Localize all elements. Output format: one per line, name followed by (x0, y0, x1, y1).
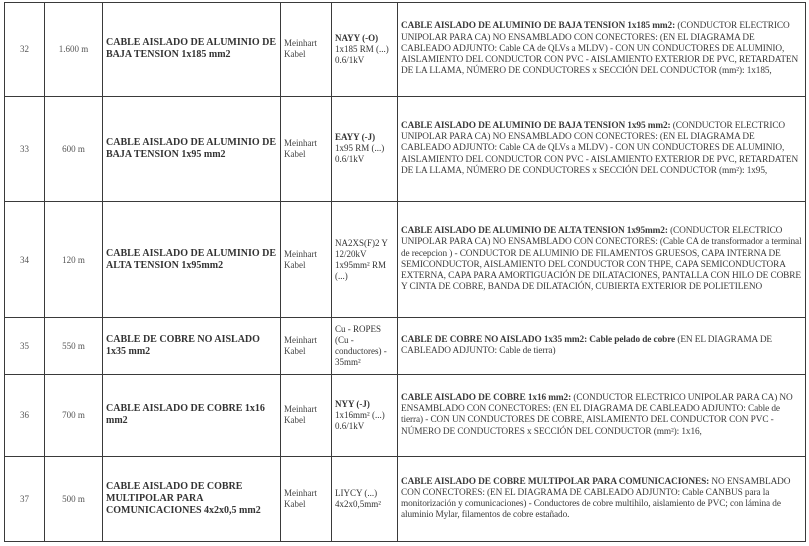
item-name: CABLE AISLADO DE ALUMINIO DE BAJA TENSION 1x185 mm2 (103, 3, 281, 97)
description-body: NO ENSAMBLADO CON CONECTORES: (EN EL DIAGRAMA DE CABLEADO ADJUNTO: Cable CANBUS para la monitorización y comunicaciones) - Conductores de cobre multihilo, aislamiento de PVC; con lámina de aluminio Mylar, filamentos de cobre estañado. (401, 476, 791, 521)
item-description (398, 96, 806, 201)
type-spec: 1x16mm² (...) 0.6/1kV (335, 409, 385, 431)
description-title: CABLE AISLADO DE COBRE MULTIPOLAR PARA COMUNICACIONES: (401, 476, 710, 487)
item-type (332, 3, 398, 97)
item-number: 34 (5, 202, 45, 318)
type-spec: 1x185 RM (...) 0.6/1kV (335, 43, 389, 65)
table-row (5, 96, 806, 201)
type-spec: 1x95 RM (...) 0.6/1kV (335, 143, 385, 165)
item-number: 37 (5, 457, 45, 542)
item-description (398, 457, 806, 542)
description-body: (CONDUCTOR ELECTRICO UNIPOLAR PARA CA) NO ENSAMBLADO CON CONECTORES: (Cable CA de transformador a terminal de recepcion ) - CONDUCTOR DE ALUMINIO DE FILAMENTOS GRUESOS, CAPA INTERNA DE SEMICONDUCTOR, AISLAMIENTO DEL CONDUCTOR CON THPE, CAPA SEMICONDUCTORA EXTERNA, CAPA PARA AMORTIGUACIÓN DE DILATACIONES, PANTALLA CON HILO DE COBRE Y CINTA DE COBRE, BANDA DE DILATACIÓN, CUBIERTA EXTERIOR DE POLIETILENO (401, 226, 802, 293)
description-body: (CONDUCTOR ELECTRICO UNIPOLAR PARA CA) NO ENSAMBLADO CON CONECTORES: (EN EL DIAGRAMA DE CABLEADO ADJUNTO: Cable CA de QLVs a MLDV) - CON UN CONDUCTORES DE ALUMINIO, AISLAMIENTO DEL CONDUCTOR CON PVC - AISLAMIENTO EXTERIOR DE PVC, RETARDATEN DE LA LLAMA, NÚMERO DE CONDUCTORES x SECCIÓN DEL CONDUCTOR (mm²): 1x95, (401, 120, 799, 176)
type-spec: NA2XS(F)2 Y 12/20kV 1x95mm² RM (...) (335, 237, 388, 281)
item-manufacturer: Meinhart Kabel (281, 202, 332, 318)
item-manufacturer: Meinhart Kabel (281, 318, 332, 374)
item-quantity: 600 m (45, 96, 103, 201)
type-code: NYY (-J) (335, 398, 370, 409)
item-description (398, 3, 806, 97)
type-spec: Cu - ROPES (Cu - conductores) - 35mm² (335, 323, 387, 367)
table-row (5, 3, 806, 97)
item-description (398, 374, 806, 457)
item-type (332, 457, 398, 542)
item-description (398, 318, 806, 374)
item-number: 36 (5, 374, 45, 457)
item-number: 33 (5, 96, 45, 201)
table-row (5, 318, 806, 374)
item-type (332, 202, 398, 318)
item-manufacturer: Meinhart Kabel (281, 96, 332, 201)
item-description (398, 202, 806, 318)
description-title: CABLE DE COBRE NO AISLADO 1x35 mm2: Cable pelado de cobre (401, 334, 676, 345)
item-type (332, 96, 398, 201)
type-code: EAYY (-J) (335, 132, 376, 143)
item-name: CABLE AISLADO DE ALUMINIO DE ALTA TENSION 1x95mm2 (103, 202, 281, 318)
description-body: (CONDUCTOR ELECTRICO UNIPOLAR PARA CA) NO ENSAMBLADO CON CONECTORES: (EN EL DIAGRAMA DE CABLEADO ADJUNTO: Cable CA de QLVs a MLDV) - CON UN CONDUCTORES DE ALUMINIO, AISLAMIENTO DEL CONDUCTOR CON PVC - AISLAMIENTO EXTERIOR DE PVC, RETARDATEN DE LA LLAMA, NÚMERO DE CONDUCTORES x SECCIÓN DEL CONDUCTOR (mm²): 1x185, (401, 21, 799, 77)
item-name: CABLE AISLADO DE COBRE 1x16 mm2 (103, 374, 281, 457)
table-row (5, 457, 806, 542)
item-quantity: 120 m (45, 202, 103, 318)
table-row (5, 202, 806, 318)
type-code: NAYY (-O) (335, 32, 379, 43)
item-name: CABLE DE COBRE NO AISLADO 1x35 mm2 (103, 318, 281, 374)
item-manufacturer: Meinhart Kabel (281, 3, 332, 97)
item-quantity: 500 m (45, 457, 103, 542)
cable-spec-table (4, 2, 806, 542)
cable-spec-sheet (4, 2, 805, 542)
item-number: 35 (5, 318, 45, 374)
item-name: CABLE AISLADO DE COBRE MULTIPOLAR PARA COMUNICACIONES 4x2x0,5 mm2 (103, 457, 281, 542)
item-quantity: 700 m (45, 374, 103, 457)
item-manufacturer: Meinhart Kabel (281, 374, 332, 457)
item-type (332, 374, 398, 457)
item-quantity: 1.600 m (45, 3, 103, 97)
item-number: 32 (5, 3, 45, 97)
item-name: CABLE AISLADO DE ALUMINIO DE BAJA TENSION 1x95 mm2 (103, 96, 281, 201)
description-title: CABLE AISLADO DE COBRE 1x16 mm2: (401, 393, 572, 403)
item-type (332, 318, 398, 374)
description-body: (EN EL DIAGRAMA DE CABLEADO ADJUNTO: Cable de tierra) (401, 334, 773, 356)
item-quantity: 550 m (45, 318, 103, 374)
description-title: CABLE AISLADO DE ALUMINIO DE BAJA TENSION 1x185 mm2: (401, 21, 676, 32)
type-spec: LIYCY (...) 4x2x0,5mm² (335, 488, 381, 510)
item-manufacturer: Meinhart Kabel (281, 457, 332, 542)
table-row (5, 374, 806, 457)
description-body: (CONDUCTOR ELECTRICO UNIPOLAR PARA CA) NO ENSAMBLADO CON CONECTORES: (EN EL DIAGRAMA DE CABLEADO ADJUNTO: Cable de tierra) - CON UN CONDUCTORES DE COBRE, AISLAMIENTO DEL CONDUCTOR CON PVC - NÚMERO DE CONDUCTORES x SECCIÓN DEL CONDUCTOR (mm²): 1x16, (401, 393, 793, 437)
description-title: CABLE AISLADO DE ALUMINIO DE BAJA TENSION 1x95 mm2: (401, 120, 671, 131)
description-title: CABLE AISLADO DE ALUMINIO DE ALTA TENSION 1x95mm2: (401, 226, 668, 237)
